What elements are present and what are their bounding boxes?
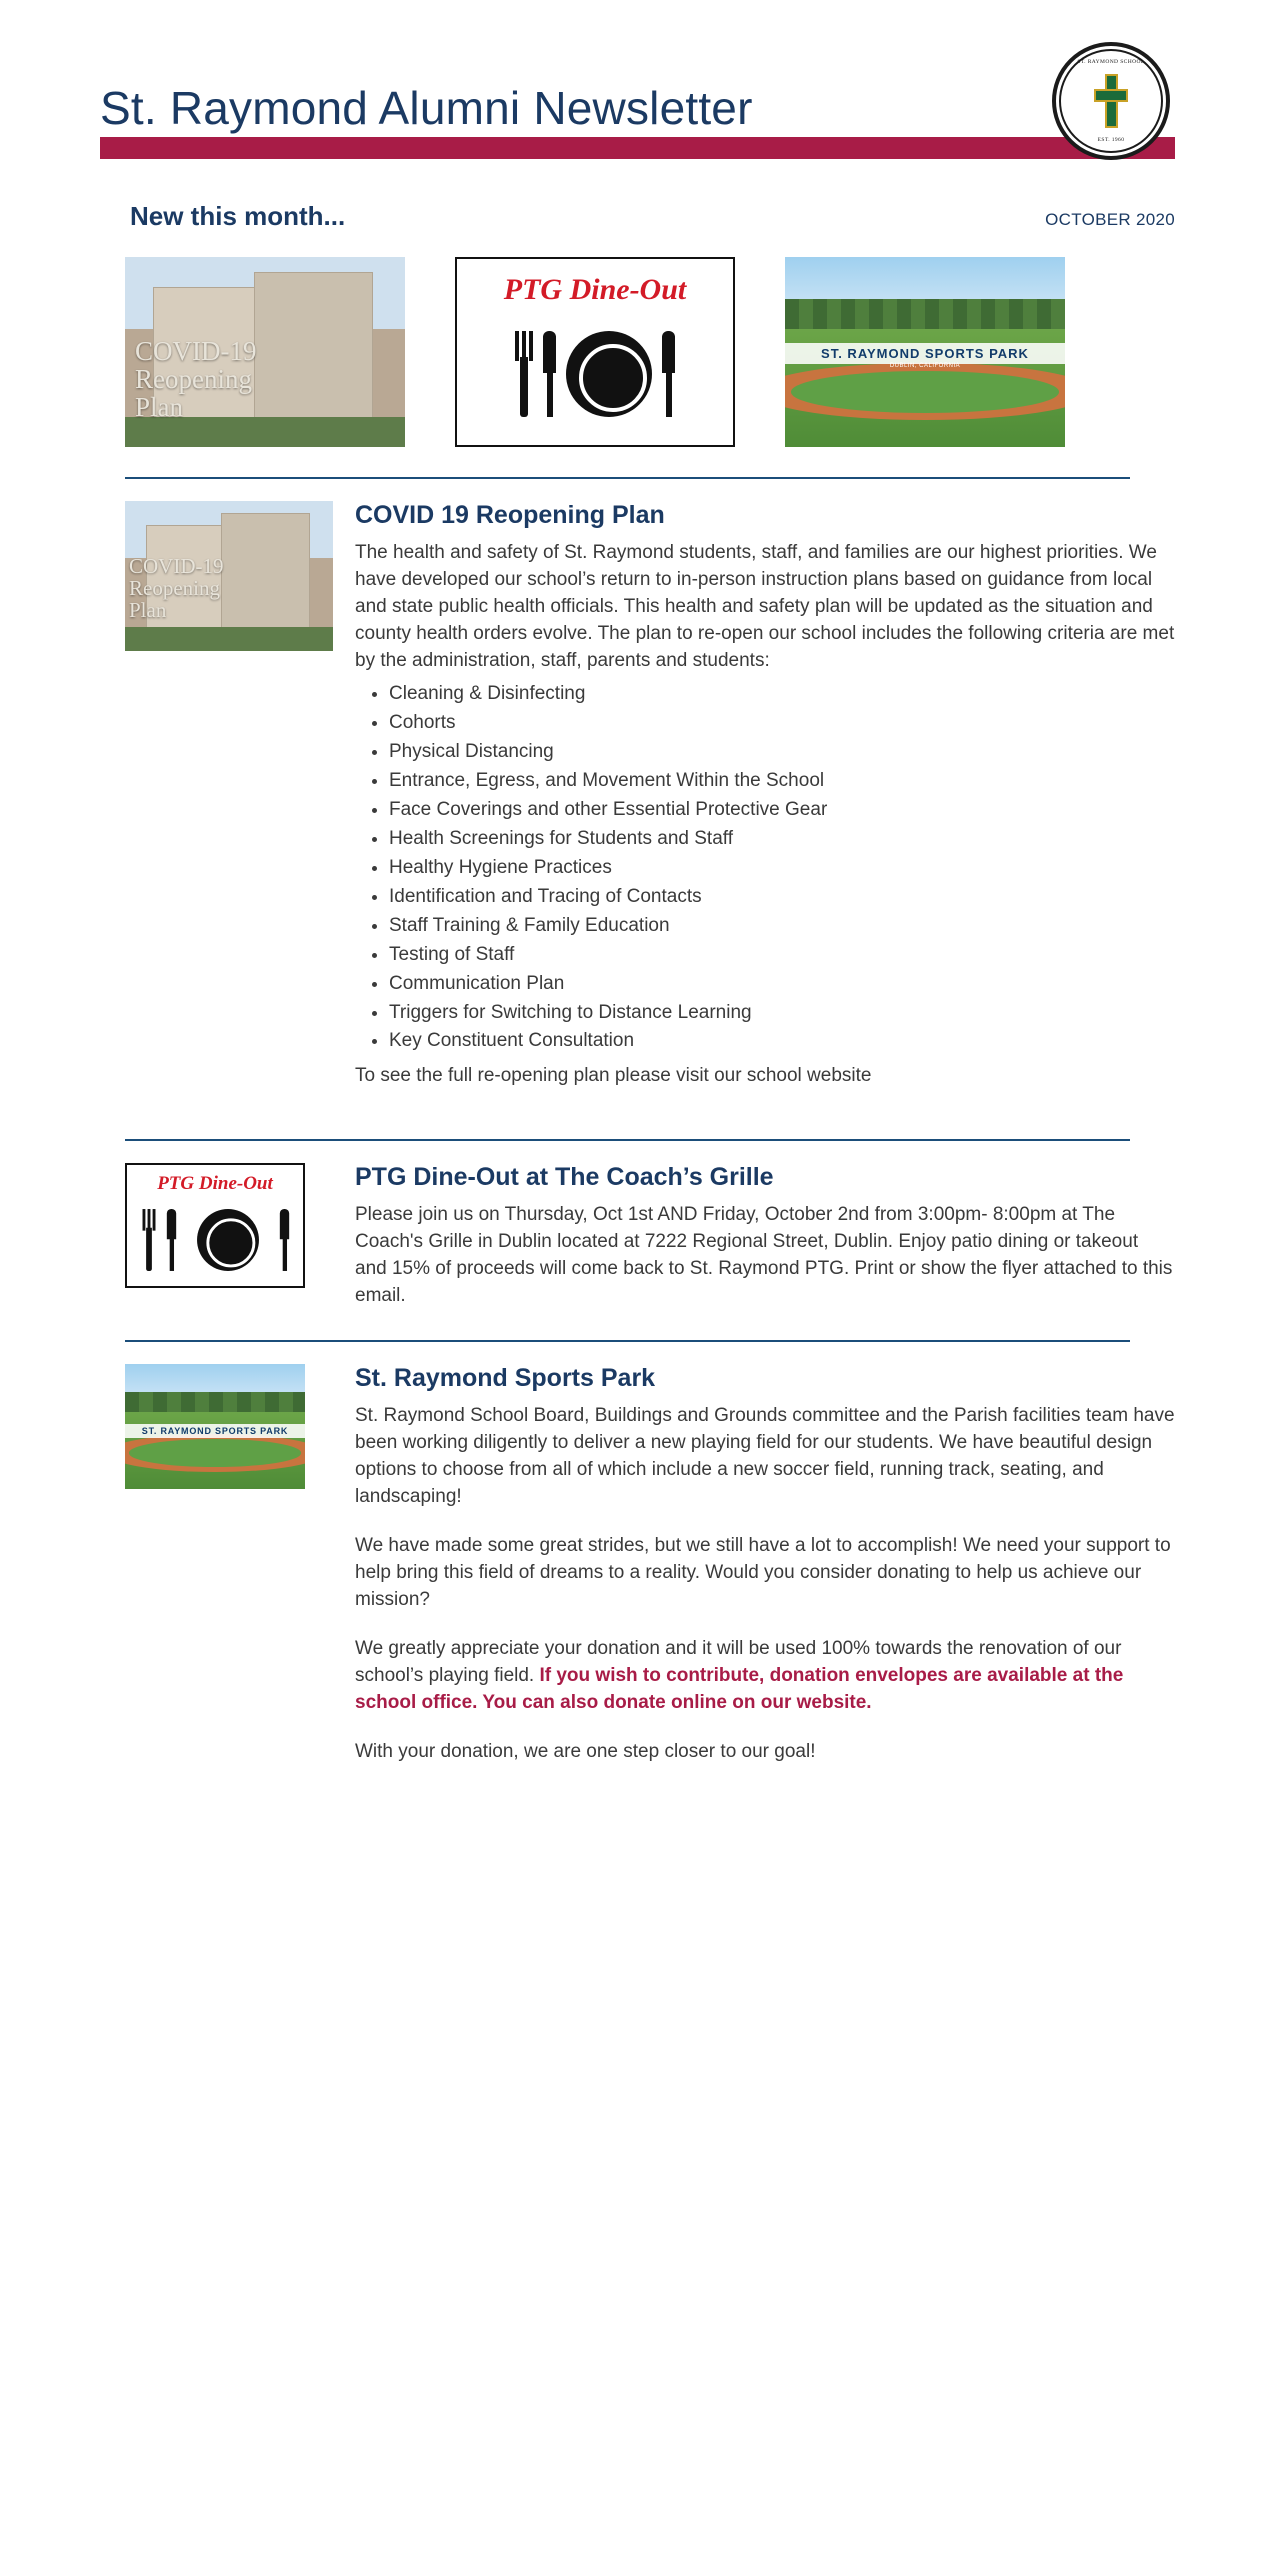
- donation-text-plain: We greatly appreciate your donation and it will be used 100% towards the renovation of our school’s playing field.: [355, 1638, 1122, 1687]
- lawn: [125, 627, 333, 651]
- ptg-flyer-image: [455, 257, 735, 447]
- article-body-covid: [355, 501, 1175, 1109]
- building-right: [254, 272, 374, 426]
- plate-icon: [197, 1209, 259, 1271]
- page-header: [0, 0, 1275, 143]
- park-banner-subtitle: DUBLIN, CALIFORNIA: [889, 363, 961, 370]
- new-this-month-row: [0, 201, 1275, 235]
- list-item: • Identification and Tracing of Contacts: [389, 884, 1175, 911]
- knife-icon-right: [662, 331, 675, 417]
- divider-3: [125, 1340, 1130, 1342]
- article-final-line: With your donation, we are one step closer to our goal!: [355, 1740, 816, 1762]
- donation-text-highlight: If you wish to contribute, donation envelopes are available at the school office. You can also donate online on our website.: [355, 1665, 1124, 1713]
- knife-icon: [166, 1209, 175, 1271]
- covid-building-image: [125, 257, 405, 447]
- donation-paragraph: [355, 1636, 1175, 1717]
- thumbnail-covid[interactable]: [125, 257, 405, 447]
- article-ptg-dine-out: [0, 1163, 1275, 1310]
- divider-2: [125, 1139, 1130, 1141]
- covid-overlay-label-small: COVID-19 Reopening Plan: [129, 554, 224, 623]
- list-item: • Cohorts: [389, 710, 1175, 737]
- sports-park-image: [785, 257, 1065, 447]
- plate-icon: [566, 331, 652, 417]
- thumbnail-strip: [0, 257, 1275, 447]
- article-text-ptg: Please join us on Thursday, Oct 1st AND Friday, October 2nd from 3:00pm- 8:00pm at The Coach's Grille in Dublin located at 7222 Regional Street, Dublin. Enjoy patio dining or takeout and 15% of proceeds will come back to St. Raymond PTG. Print or show the flyer attached to this email.: [355, 1204, 1173, 1307]
- thumbnail-sports-park[interactable]: [785, 257, 1065, 447]
- article-thumb-sports-park[interactable]: [125, 1364, 333, 1766]
- list-item: • Staff Training & Family Education: [389, 913, 1175, 940]
- article-paragraph-2: We have made some great strides, but we still have a lot to accomplish! We need your support to help bring this field of dreams to a reality. Would you consider donating to help us achieve our mission?: [355, 1535, 1171, 1611]
- covid-building-image-small: [125, 501, 333, 651]
- ptg-article-image: [125, 1163, 305, 1288]
- sports-park-article-image: [125, 1364, 305, 1489]
- list-item: • Cleaning & Disinfecting: [389, 681, 1175, 708]
- school-logo: [1052, 42, 1170, 160]
- article-title-sports-park: St. Raymond Sports Park: [355, 1364, 656, 1393]
- sports-park-image-small: [125, 1364, 305, 1489]
- building-right: [221, 513, 310, 635]
- cross-icon: [1094, 74, 1128, 128]
- thumbnail-ptg[interactable]: [455, 257, 735, 447]
- ptg-flyer-image-small: [125, 1163, 305, 1288]
- article-body-sports-park: [355, 1364, 1175, 1766]
- soccer-field: [129, 1439, 302, 1467]
- fork-icon: [515, 331, 533, 417]
- knife-icon: [543, 331, 556, 417]
- page-title: St. Raymond Alumni Newsletter: [100, 82, 753, 134]
- ptg-flyer-title-small: PTG Dine-Out: [157, 1173, 273, 1195]
- article-closing-covid: To see the full re-opening plan please visit our school website: [355, 1065, 872, 1087]
- fork-icon: [142, 1209, 155, 1271]
- article-body-ptg: [355, 1163, 1175, 1310]
- article-text-covid: The health and safety of St. Raymond students, staff, and families are our highest priorities. We have developed our school’s return to in-person instruction plans based on guidance from local and state public health officials. This health and safety plan will be updated as the situation and county health orders evolve. The plan to re-open our school includes the following criteria are met by the administration, staff, parents and students:: [355, 542, 1175, 671]
- logo-top-text: ST. RAYMOND SCHOOL: [1077, 59, 1145, 65]
- list-item: • Testing of Staff: [389, 942, 1175, 969]
- soccer-field: [791, 371, 1060, 413]
- park-banner-label: ST. RAYMOND SPORTS PARK: [785, 343, 1065, 364]
- section-title: New this month...: [130, 201, 346, 231]
- list-item: • Face Coverings and other Essential Protective Gear: [389, 797, 1175, 824]
- article-sports-park: [0, 1364, 1275, 1766]
- list-item: • Health Screenings for Students and Staff: [389, 826, 1175, 853]
- tree-line: [125, 1392, 305, 1412]
- covid-criteria-list: [355, 681, 1175, 1056]
- issue-date: OCTOBER 2020: [1045, 210, 1175, 229]
- covid-article-image: [125, 501, 333, 651]
- article-covid-reopening-plan: [0, 501, 1275, 1109]
- list-item: • Entrance, Egress, and Movement Within the School: [389, 768, 1175, 795]
- list-item: • Communication Plan: [389, 971, 1175, 998]
- article-title-covid: COVID 19 Reopening Plan: [355, 501, 665, 529]
- divider-1: [125, 477, 1130, 479]
- park-banner-label-small: ST. RAYMOND SPORTS PARK: [125, 1424, 305, 1438]
- ptg-utensils-icons-small: [127, 1203, 303, 1277]
- logo-inner-ring: [1059, 49, 1163, 153]
- header-accent-bar: [100, 137, 1175, 159]
- article-thumb-ptg[interactable]: [125, 1163, 333, 1310]
- knife-icon-right: [279, 1209, 288, 1271]
- ptg-flyer-title: PTG Dine-Out: [503, 273, 687, 306]
- article-paragraph-1: St. Raymond School Board, Buildings and Grounds committee and the Parish facilities team have been working diligently to deliver a new playing field for our students. We have beautiful design options to choose from all of which include a new soccer field, running track, seating, and landscaping!: [355, 1405, 1175, 1508]
- ptg-utensils-icons: [457, 321, 733, 426]
- logo-bottom-text: EST. 1960: [1097, 137, 1125, 143]
- covid-overlay-label: COVID-19 Reopening Plan: [135, 335, 257, 423]
- list-item: • Healthy Hygiene Practices: [389, 855, 1175, 882]
- list-item: • Physical Distancing: [389, 739, 1175, 766]
- list-item: • Key Constituent Consultation: [389, 1028, 1175, 1055]
- tree-line: [785, 299, 1065, 329]
- article-thumb-covid[interactable]: [125, 501, 333, 1109]
- list-item: • Triggers for Switching to Distance Learning: [389, 1000, 1175, 1027]
- article-title-ptg: PTG Dine-Out at The Coach’s Grille: [355, 1163, 774, 1192]
